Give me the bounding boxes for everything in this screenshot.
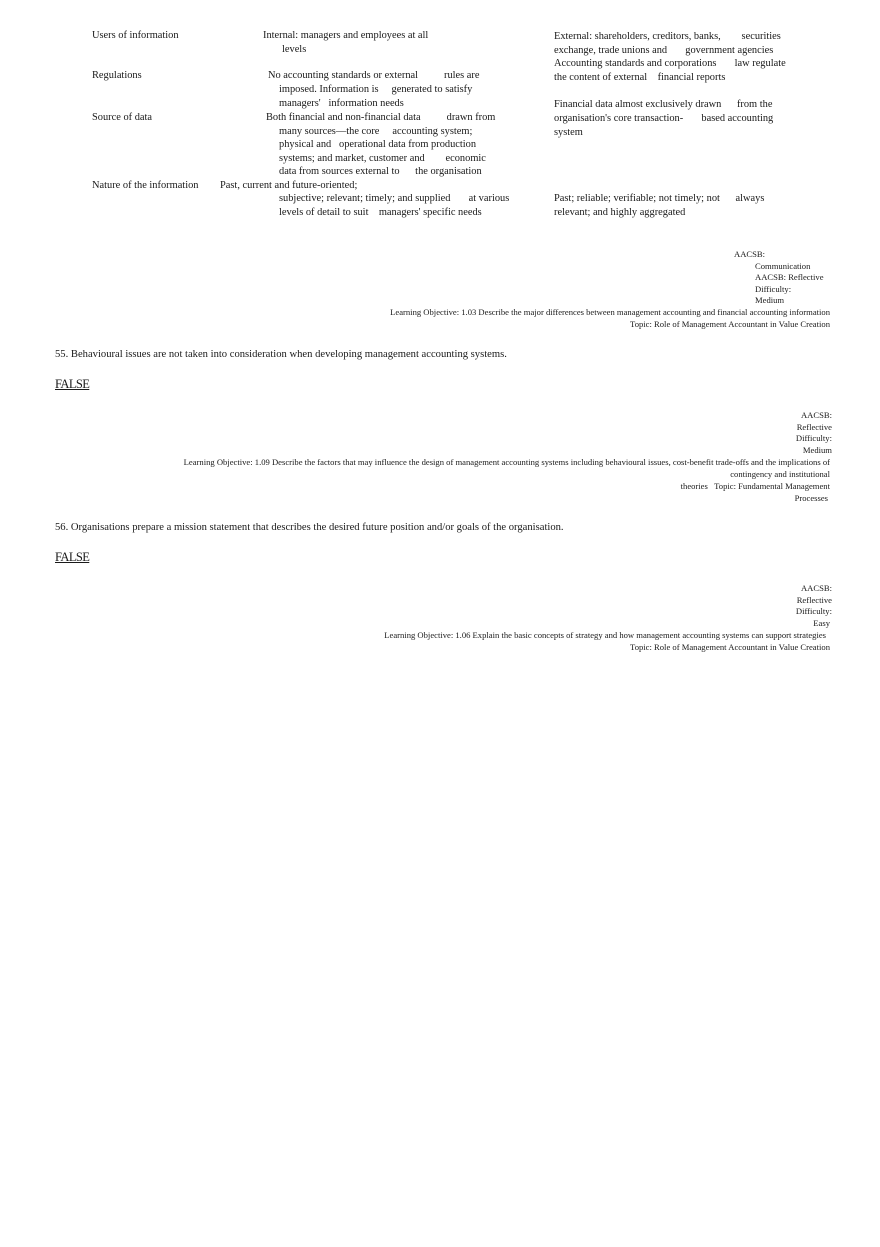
row-management-text: many sources—the core accounting system; xyxy=(279,126,473,137)
row-management-text: Internal: managers and employees at all xyxy=(263,30,429,41)
row-management-text: subjective; relevant; timely; and supplied at various xyxy=(279,193,510,204)
row-financial-text: External: shareholders, creditors, banks, securities xyxy=(554,31,781,42)
row-dimension: Nature of the information xyxy=(92,180,199,191)
question-text: 56. Organisations prepare a mission statement that describes the desired future position and/or goals of the organisation. xyxy=(55,522,564,533)
learning-objective: Learning Objective: 1.06 Explain the basic concepts of strategy and how management accounting systems can support strategies xyxy=(384,630,826,640)
row-financial-text: relevant; and highly aggregated xyxy=(554,207,686,218)
row-dimension: Users of information xyxy=(92,30,179,41)
row-dimension: Source of data xyxy=(92,112,153,123)
row-financial-text: exchange, trade unions and government agencies xyxy=(554,45,774,56)
question-text: 55. Behavioural issues are not taken into consideration when developing management accounting systems. xyxy=(55,349,507,360)
row-management-text: systems; and market, customer and economic xyxy=(279,153,486,164)
row-financial-text: Accounting standards and corporations law regulate xyxy=(554,58,786,69)
difficulty-label: Difficulty: xyxy=(755,284,792,294)
learning-objective: contingency and institutional xyxy=(730,469,830,479)
topic: Topic: Role of Management Accountant in Value Creation xyxy=(630,642,830,652)
topic: Processes xyxy=(794,493,828,503)
row-financial-text: organisation's core transaction- based accounting xyxy=(554,113,774,124)
row-management-text: levels of detail to suit managers' specific needs xyxy=(279,207,482,218)
topic: Topic: Role of Management Accountant in Value Creation xyxy=(630,319,830,329)
row-management-text: data from sources external to the organisation xyxy=(279,166,482,177)
row-financial-text: Financial data almost exclusively drawn from the xyxy=(554,99,773,110)
difficulty-label: Difficulty: xyxy=(795,606,832,616)
difficulty-value: Medium xyxy=(755,295,785,305)
row-management-text: Past, current and future-oriented; xyxy=(220,180,358,191)
answer: FALSE xyxy=(55,377,90,391)
row-financial-text: the content of external financial reports xyxy=(554,72,726,83)
learning-objective: Learning Objective: 1.09 Describe the factors that may influence the design of management accounting systems including behavioural issues, cost-benefit trade-offs and the implications of xyxy=(183,457,830,467)
learning-objective: Learning Objective: 1.03 Describe the major differences between management accounting and financial accounting information xyxy=(390,307,830,317)
answer: FALSE xyxy=(55,550,90,564)
aacsb-value: Reflective xyxy=(796,422,832,432)
aacsb-value: Reflective xyxy=(796,595,832,605)
row-management-text: managers' information needs xyxy=(279,98,404,109)
difficulty-label: Difficulty: xyxy=(795,433,832,443)
difficulty-value: Easy xyxy=(813,618,830,628)
row-management-text: physical and operational data from production xyxy=(279,139,477,150)
row-financial-text: system xyxy=(554,127,583,138)
row-management-text: No accounting standards or external rules are xyxy=(268,70,480,81)
topic: theories Topic: Fundamental Management xyxy=(680,481,830,491)
aacsb-label: AACSB: xyxy=(800,583,832,593)
aacsb-label: AACSB: xyxy=(800,410,832,420)
row-management-text: Both financial and non-financial data drawn from xyxy=(266,112,496,123)
aacsb-value: AACSB: Reflective xyxy=(755,272,824,282)
row-management-text: levels xyxy=(282,44,307,55)
row-dimension: Regulations xyxy=(92,70,142,81)
row-financial-text: Past; reliable; verifiable; not timely; not always xyxy=(554,193,765,204)
aacsb-label: AACSB: xyxy=(734,249,766,259)
row-management-text: imposed. Information is generated to satisfy xyxy=(279,84,473,95)
difficulty-value: Medium xyxy=(802,445,832,455)
aacsb-value: Communication xyxy=(755,261,811,271)
